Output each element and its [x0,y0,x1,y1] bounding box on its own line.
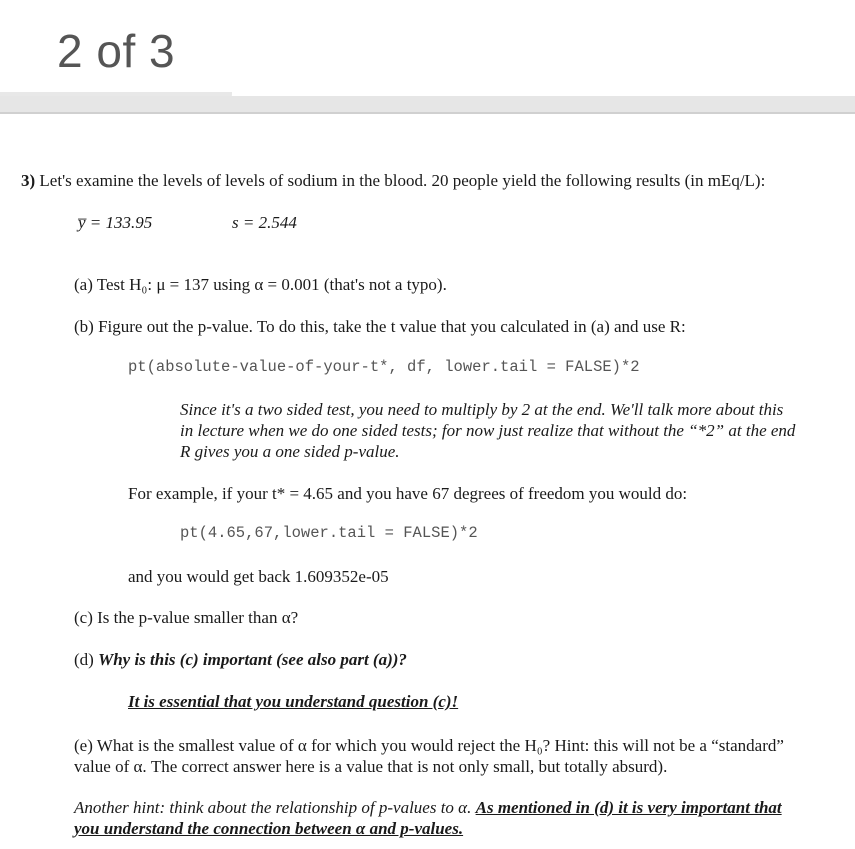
code-template: pt(absolute-value-of-your-t*, df, lower.tail = FALSE)*2 [128,358,640,376]
hint-plain: Another hint: think about the relationship of p-values to α. [74,798,476,817]
part-e-line-2: value of α. The correct answer here is a value that is not only small, but totally absurd). [74,757,668,776]
example-intro: For example, if your t* = 4.65 and you have 67 degrees of freedom you would do: [128,484,688,503]
hint-line-1 [74,797,782,818]
stat-ybar: y̅ = 133.95 [78,213,153,232]
part-e-line-1: (e) What is the smallest value of α for which you would reject the H₀? Hint: this will not be a “standard” [74,736,784,755]
page-indicator: 2 of 3 [57,25,176,77]
part-b: (b) Figure out the p-value. To do this, take the t value that you calculated in (a) and use R: [74,317,686,336]
hint-emphasis-1: As mentioned in (d) it is very important that [475,798,782,817]
note-line-1: Since it's a two sided test, you need to multiply by 2 at the end. We'll talk more about this [180,400,784,419]
part-d-text: Why is this (c) important (see also part (a))? [98,650,407,669]
viewer-toolbar [0,0,855,116]
part-d [74,649,407,670]
code-example: pt(4.65,67,lower.tail = FALSE)*2 [180,524,478,542]
stat-s: s = 2.544 [232,213,297,232]
note-line-2: in lecture when we do one sided tests; for now just realize that without the “*2” at the end [180,421,796,440]
note-line-3: R gives you a one sided p-value. [180,442,400,461]
page-divider [0,96,855,114]
hint-line-2: you understand the connection between α and p-values. [74,819,464,838]
part-a: (a) Test H₀: μ = 137 using α = 0.001 (that's not a typo). [74,275,447,294]
part-c: (c) Is the p-value smaller than α? [74,608,299,627]
question-3-intro [21,170,765,191]
part-d-label: (d) [74,650,99,669]
example-result: and you would get back 1.609352e-05 [128,567,389,586]
question-intro-text: Let's examine the levels of levels of sodium in the blood. 20 people yield the following results (in mEq/L): [35,171,766,190]
question-number: 3) [21,171,36,190]
emphasis-line: It is essential that you understand question (c)! [128,692,459,711]
